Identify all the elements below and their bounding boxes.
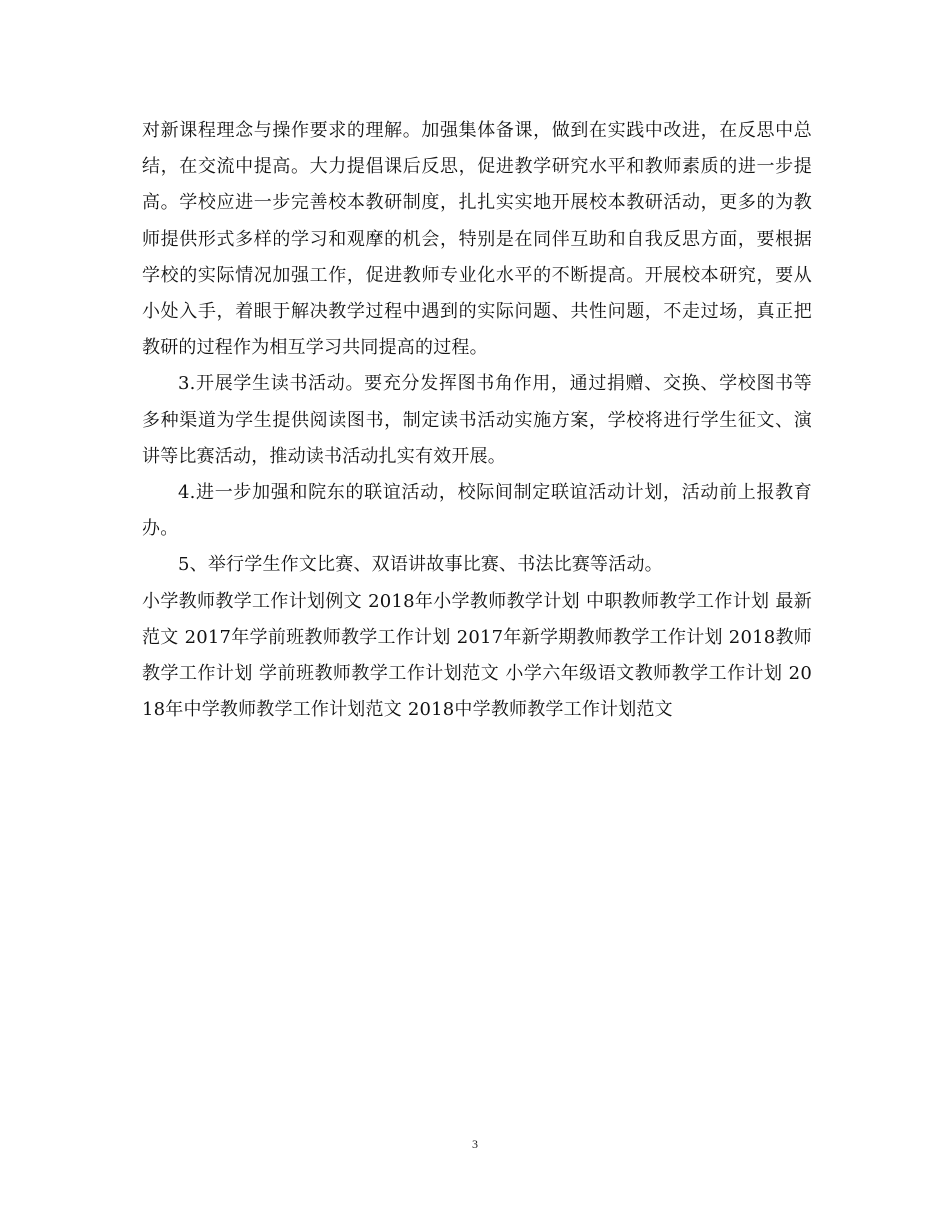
body-paragraph: 5、举行学生作文比赛、双语讲故事比赛、书法比赛等活动。 bbox=[178, 554, 663, 576]
document-body bbox=[142, 113, 812, 728]
body-paragraph: 3.开展学生读书活动。要充分发挥图书角作用，通过捐赠、交换、学校图书等多种渠道为学生提供阅读图书，制定读书活动实施方案，学校将进行学生征文、演讲等比赛活动，推动读书活动扎实有效开展。 bbox=[142, 373, 812, 467]
page-number: 3 bbox=[472, 1137, 478, 1151]
body-paragraph: 对新课程理念与操作要求的理解。加强集体备课，做到在实践中改进，在反思中总结，在交流中提高。大力提倡课后反思，促进教学研究水平和教师素质的进一步提高。学校应进一步完善校本教研制度，扎扎实实地开展校本教研活动，更多的为教师提供形式多样的学习和观摩的机会，特别是在同伴互助和自我反思方面，要根据学校的实际情况加强工作，促进教师专业化水平的不断提高。开展校本研究，要从小处入手，着眼于解决教学过程中遇到的实际问题、共性问题，不走过场，真正把教研的过程作为相互学习共同提高的过程。 bbox=[142, 120, 812, 359]
body-paragraph: 4.进一步加强和院东的联谊活动，校际间制定联谊活动计划，活动前上报教育办。 bbox=[142, 482, 812, 540]
related-articles-list: 小学教师教学工作计划例文 2018年小学教师教学计划 中职教师教学工作计划 最新范文 2017年学前班教师教学工作计划 2017年新学期教师教学工作计划 2018教师教学工作计划 学前班教师教学工作计划范文 小学六年级语文教师教学工作计划 2018年中学教师教学工作计划范文 2018中学教师教学工作计划范文 bbox=[142, 590, 812, 721]
